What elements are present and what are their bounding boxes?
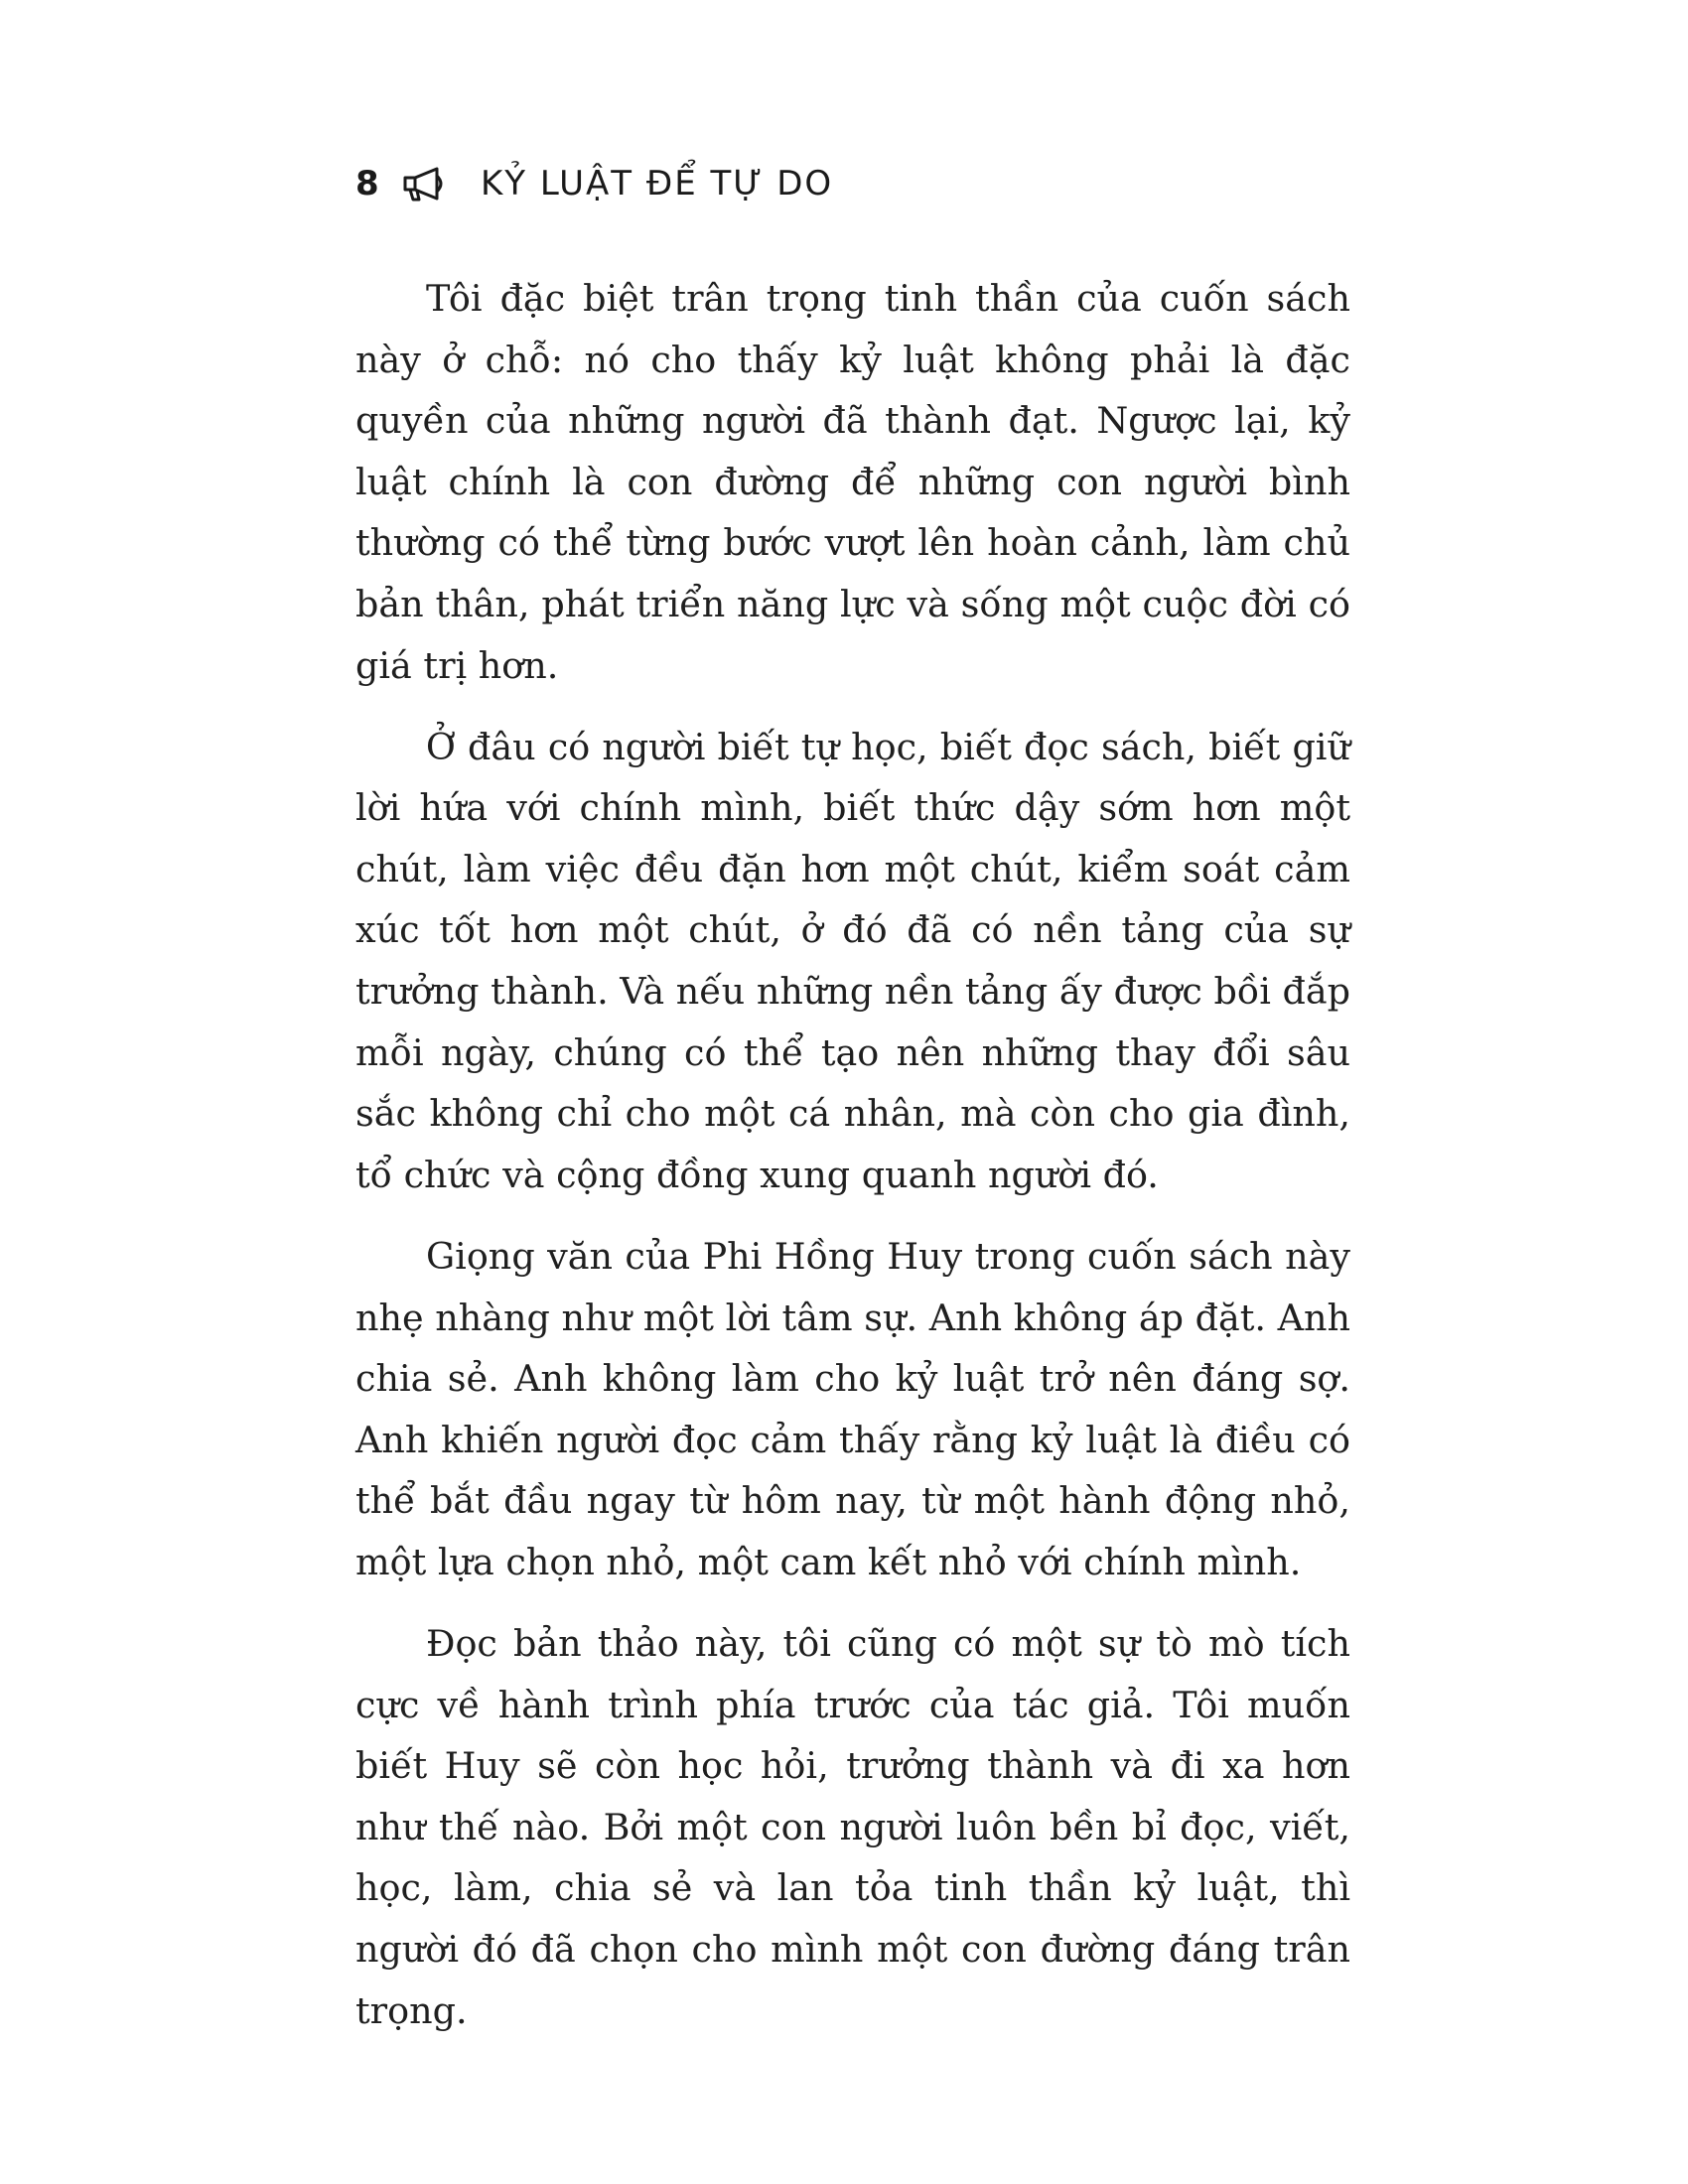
body-text <box>355 268 1350 2062</box>
paragraph: Đọc bản thảo này, tôi cũng có một sự tò mò tích cực về hành trình phía trước của tác giả. Tôi muốn biết Huy sẽ còn học hỏi, trưởng thành và đi xa hơn như thế nào. Bởi một con người luôn bền bỉ đọc, viết, học, làm, chia sẻ và lan tỏa tinh thần kỷ luật, thì người đó đã chọn cho mình một con đường đáng trân trọng. <box>355 1621 1350 2032</box>
running-header <box>355 159 833 208</box>
book-title: KỶ LUẬT ĐỂ TỰ DO <box>481 164 834 204</box>
page-number: 8 <box>355 164 379 204</box>
paragraph: Ở đâu có người biết tự học, biết đọc sách, biết giữ lời hứa với chính mình, biết thức dậy sớm hơn một chút, làm việc đều đặn hơn một chút, kiểm soát cảm xúc tốt hơn một chút, ở đó đã có nền tảng của sự trưởng thành. Và nếu những nền tảng ấy được bồi đắp mỗi ngày, chúng có thể tạo nên những thay đổi sâu sắc không chỉ cho một cá nhân, mà còn cho gia đình, tổ chức và cộng đồng xung quanh người đó. <box>355 725 1350 1196</box>
paragraph: Tôi đặc biệt trân trọng tinh thần của cuốn sách này ở chỗ: nó cho thấy kỷ luật không phải là đặc quyền của những người đã thành đạt. Ngược lại, kỷ luật chính là con đường để những con người bình thường có thể từng bước vượt lên hoàn cảnh, làm chủ bản thân, phát triển năng lực và sống một cuộc đời có giá trị hơn. <box>355 277 1350 687</box>
megaphone-icon <box>399 164 457 204</box>
paragraph: Giọng văn của Phi Hồng Huy trong cuốn sách này nhẹ nhàng như một lời tâm sự. Anh không áp đặt. Anh chia sẻ. Anh không làm cho kỷ luật trở nên đáng sợ. Anh khiến người đọc cảm thấy rằng kỷ luật là điều có thể bắt đầu ngay từ hôm nay, từ một hành động nhỏ, một lựa chọn nhỏ, một cam kết nhỏ với chính mình. <box>355 1234 1350 1583</box>
